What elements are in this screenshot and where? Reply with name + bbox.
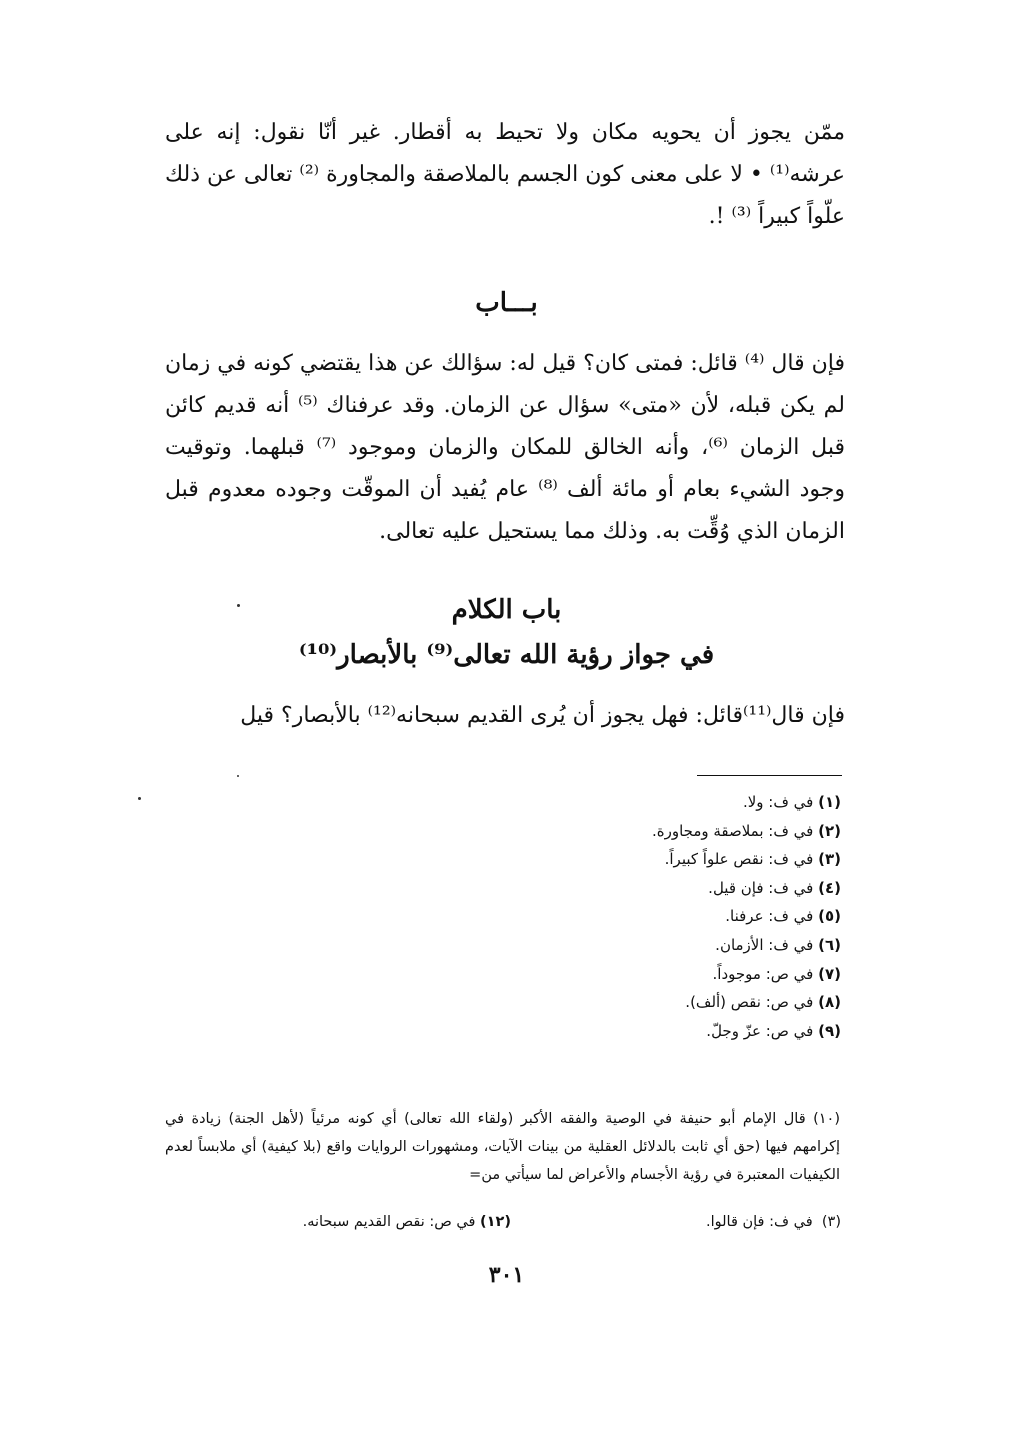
- footnote-bottom-row: [161, 1210, 841, 1234]
- footnote-item: [421, 1017, 841, 1046]
- footnote-bottom-left: [303, 1210, 511, 1234]
- footnote-item: [421, 845, 841, 874]
- footnote-10: (١٠) قال الإمام أبو حنيفة في الوصية والفقه الأكبر (ولقاء الله تعالى) أي كونه مرئياً (لأهل الجنة) زيادة في إكرامهم فيها (حق أي ثابت بالدلائل العقلية من بينات الآيات، ومشهورات الروايات واقع (بلا كيفية) أي ملابساً لعدم الكيفيات المعتبرة في رؤية الأجسام والأعراض لما سيأتي من=: [165, 1111, 840, 1183]
- footnote-number: (٢): [818, 821, 841, 840]
- footnote-text: في ف: بملاصقة ومجاورة.: [651, 821, 814, 840]
- footnote-number: (١٢): [480, 1214, 511, 1230]
- footnote-number: (١): [818, 793, 841, 811]
- scan-speck: [237, 604, 240, 607]
- footnote-text: في ف: فإن قالوا.: [705, 1214, 813, 1230]
- footnote-text: في ف: عرفنا.: [725, 907, 814, 926]
- paragraph-2: فإن قال ⁽⁴⁾ قائل: فمتى كان؟ قيل له: سؤالك عن هذا يقتضي كونه في زمان لم يكن قبله، لأن «متى» سؤال عن الزمان. وقد عرفناك ⁽⁵⁾ أنه قديم كائن قبل الزمان ⁽⁶⁾، وأنه الخالق للمكان والزمان وموجود ⁽⁷⁾ قبلهما. وتوقيت وجود الشيء بعام أو مائة ألف ⁽⁸⁾ عام يُفيد أن الموقّت وجوده معدوم قبل الزمان الذي وُقِّت به. وذلك مما يستحيل عليه تعالى.: [165, 351, 846, 544]
- footnote-item: [421, 988, 841, 1017]
- heading-bab: بـــاب: [475, 288, 538, 318]
- footnote-number: (٣): [821, 1214, 841, 1230]
- footnote-divider: [697, 775, 842, 776]
- footnote-list: [421, 788, 841, 1045]
- footnote-item: [421, 817, 841, 846]
- footnote-number: (٤): [818, 878, 841, 897]
- footnote-number: (٥): [818, 907, 841, 926]
- scan-speck: [138, 797, 141, 800]
- footnote-text: في ص: نقص القديم سبحانه.: [302, 1214, 476, 1230]
- footnote-number: (٩): [818, 1021, 841, 1040]
- footnote-item: [421, 960, 841, 989]
- footnote-number: (٧): [818, 964, 841, 983]
- footnote-number: (٦): [818, 935, 841, 954]
- footnote-text: في ف: فإن قيل.: [708, 878, 814, 897]
- footnote-text: في ف: الأزمان.: [715, 935, 814, 954]
- footnote-text: في ف: نقص علواً كبيراً.: [664, 850, 814, 869]
- footnote-item: [421, 874, 841, 903]
- footnote-number: (٨): [818, 993, 841, 1012]
- page-number: ٣٠١: [488, 1262, 525, 1288]
- footnote-number: (٣): [818, 850, 841, 869]
- footnote-text: في ص: عزّ وجلّ.: [706, 1021, 814, 1040]
- footnote-text: في ف: ولا.: [742, 793, 814, 811]
- paragraph-1: ممّن يجوز أن يحويه مكان ولا تحيط به أقطار. غير أنّا نقول: إنه على عرشه⁽¹⁾ • لا على معنى كون الجسم بالملاصقة والمجاورة ⁽²⁾ تعالى عن ذلك علّواً كبيراً ⁽³⁾ !.: [165, 120, 846, 229]
- footnote-text: في ص: نقص (ألف).: [685, 993, 814, 1012]
- heading-bab-al-kalam: باب الكلام: [451, 595, 562, 625]
- scan-speck: [237, 775, 239, 777]
- footnote-item: [421, 902, 841, 931]
- footnote-item: [421, 931, 841, 960]
- footnote-text: في ص: موجوداً.: [712, 964, 814, 983]
- paragraph-3: فإن قال⁽¹¹⁾قائل: فهل يجوز أن يُرى القديم سبحانه⁽¹²⁾ بالأبصار؟ قيل: [240, 703, 845, 728]
- footnote-item: [421, 788, 841, 817]
- footnote-bottom-right: [511, 1210, 841, 1234]
- heading-ruya: في جواز رؤية الله تعالى⁽⁹⁾ بالأبصار⁽¹⁰⁾: [298, 640, 715, 670]
